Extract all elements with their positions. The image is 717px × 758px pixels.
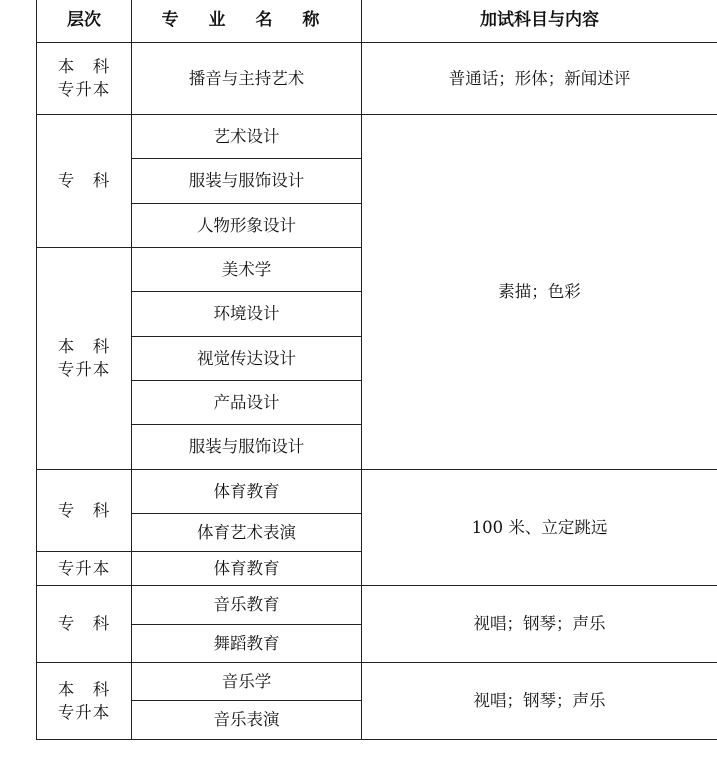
major-cell: 音乐表演 [132, 700, 362, 739]
header-exam: 加试科目与内容 [362, 0, 717, 42]
admission-exam-table [36, 0, 717, 740]
level-cell: 专 科 [37, 114, 132, 247]
major-cell: 体育教育 [132, 551, 362, 585]
major-cell: 人物形象设计 [132, 203, 362, 247]
table-row [37, 42, 717, 114]
level-cell: 本 科 专升本 [37, 662, 132, 739]
exam-cell: 素描；色彩 [362, 114, 717, 469]
table-row [37, 469, 717, 513]
level-cell: 专 科 [37, 585, 132, 662]
exam-cell: 普通话；形体；新闻述评 [362, 42, 717, 114]
major-cell: 产品设计 [132, 380, 362, 424]
table-row [37, 114, 717, 158]
header-major: 专 业 名 称 [132, 0, 362, 42]
exam-cell: 视唱；钢琴；声乐 [362, 585, 717, 662]
major-cell: 环境设计 [132, 291, 362, 336]
major-cell: 服装与服饰设计 [132, 158, 362, 203]
level-cell: 本 科 专升本 [37, 42, 132, 114]
level-cell: 专 科 [37, 469, 132, 551]
major-cell: 音乐学 [132, 662, 362, 700]
exam-cell: 视唱；钢琴；声乐 [362, 662, 717, 739]
level-cell: 本 科 专升本 [37, 247, 132, 469]
header-row [37, 0, 717, 42]
exam-cell: 100 米、立定跳远 [362, 469, 717, 585]
major-cell: 体育艺术表演 [132, 513, 362, 551]
major-cell: 体育教育 [132, 469, 362, 513]
level-cell: 专升本 [37, 551, 132, 585]
major-cell: 舞蹈教育 [132, 624, 362, 662]
header-level: 层次 [37, 0, 132, 42]
major-cell: 播音与主持艺术 [132, 42, 362, 114]
major-cell: 服装与服饰设计 [132, 424, 362, 469]
major-cell: 视觉传达设计 [132, 336, 362, 380]
major-cell: 音乐教育 [132, 585, 362, 624]
table-row [37, 662, 717, 700]
table-row [37, 585, 717, 624]
major-cell: 美术学 [132, 247, 362, 291]
major-cell: 艺术设计 [132, 114, 362, 158]
